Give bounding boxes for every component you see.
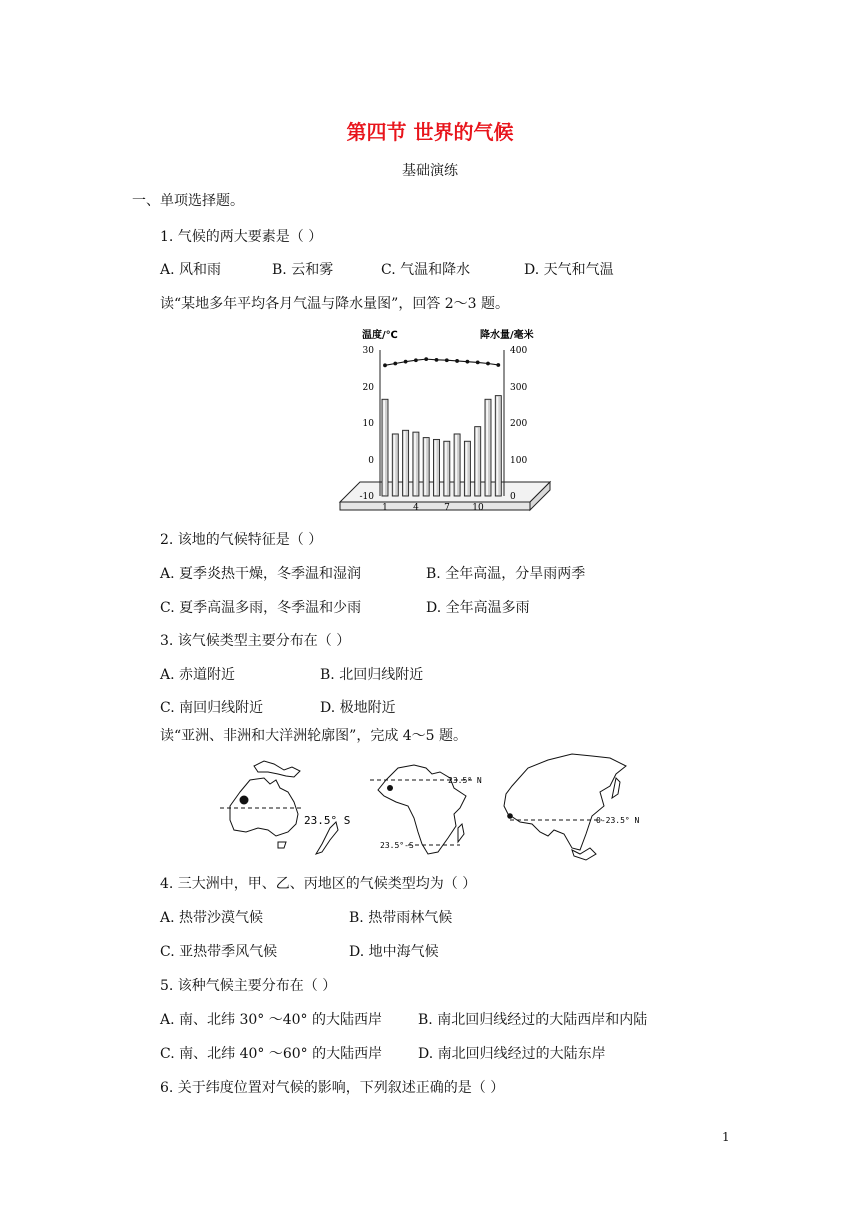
temperature-point <box>466 360 470 364</box>
left-tick: 0 <box>368 456 374 466</box>
precip-bar-highlight <box>404 431 406 495</box>
temperature-point <box>496 363 500 367</box>
temperature-point <box>424 357 428 361</box>
temperature-point <box>383 363 387 367</box>
left-tick: 20 <box>362 383 374 393</box>
x-tick: 4 <box>413 503 419 513</box>
q5-option-c: C. 南、北纬 40° ～60° 的大陆西岸 <box>160 1046 383 1062</box>
left-tick: -10 <box>359 492 374 502</box>
q1-stem: 1. 气候的两大要素是（ ） <box>160 229 323 245</box>
q5-option-d: D. 南北回归线经过的大陆东岸 <box>418 1046 606 1062</box>
q5-stem: 5. 该种气候主要分布在（ ） <box>160 978 337 994</box>
temperature-point <box>435 358 439 362</box>
precip-bar-highlight <box>414 433 416 495</box>
right-axis-title: 降水量/毫米 <box>480 330 534 341</box>
temperature-point <box>455 359 459 363</box>
precip-bar-highlight <box>424 439 426 495</box>
oceania-map <box>218 758 360 862</box>
q1-option-c: C. 气温和降水 <box>381 262 471 278</box>
climate-chart <box>330 324 560 519</box>
left-tick: 30 <box>362 346 374 356</box>
page-subtitle: 基础演练 <box>402 163 458 179</box>
intro-4-5: 读“亚洲、非洲和大洋洲轮廓图”，完成 4～5 题。 <box>160 728 468 744</box>
q3-option-d: D. 极地附近 <box>320 700 396 716</box>
section-heading: 一、单项选择题。 <box>132 193 244 209</box>
q3-stem: 3. 该气候类型主要分布在（ ） <box>160 633 351 649</box>
q3-option-a: A. 赤道附近 <box>160 667 236 683</box>
q3-option-c: C. 南回归线附近 <box>160 700 264 716</box>
precip-bar-highlight <box>486 400 488 495</box>
q4-option-d: D. 地中海气候 <box>349 944 439 960</box>
x-tick: 1 <box>382 503 388 513</box>
q2-option-a: A. 夏季炎热干燥，冬季温和湿润 <box>160 566 362 582</box>
precip-bar-highlight <box>383 400 385 495</box>
q2-option-d: D. 全年高温多雨 <box>426 600 530 616</box>
temperature-point <box>486 362 490 366</box>
precip-bar-highlight <box>435 440 437 495</box>
q4-option-b: B. 热带雨林气候 <box>349 910 453 926</box>
q1-option-d: D. 天气和气温 <box>524 262 614 278</box>
q5-option-b: B. 南北回归线经过的大陆西岸和内陆 <box>418 1012 648 1028</box>
oceania-latitude-label: 23.5° S <box>304 814 351 827</box>
q3-option-b: B. 北回归线附近 <box>320 667 424 683</box>
right-tick: 400 <box>510 346 528 356</box>
q4-stem: 4. 三大洲中，甲、乙、丙地区的气候类型均为（ ） <box>160 876 477 892</box>
q2-stem: 2. 该地的气候特征是（ ） <box>160 532 323 548</box>
location-dot <box>387 785 393 791</box>
asia-latitude-label: 0-23.5° N <box>596 816 640 825</box>
left-axis-title: 温度/℃ <box>362 330 398 341</box>
precip-bar-highlight <box>466 442 468 495</box>
q5-option-a: A. 南、北纬 30° ～40° 的大陆西岸 <box>160 1012 382 1028</box>
precip-bar-highlight <box>455 435 457 495</box>
q2-option-b: B. 全年高温，分旱雨两季 <box>426 566 586 582</box>
q1-option-b: B. 云和雾 <box>272 262 334 278</box>
precip-bar-highlight <box>497 397 499 495</box>
q2-option-c: C. 夏季高温多雨，冬季温和少雨 <box>160 600 362 616</box>
q4-option-a: A. 热带沙漠气候 <box>160 910 264 926</box>
location-dot <box>507 813 513 819</box>
q4-option-c: C. 亚热带季风气候 <box>160 944 278 960</box>
precip-bar-highlight <box>394 435 396 495</box>
page-number: 1 <box>722 1130 730 1144</box>
right-tick: 100 <box>510 456 528 466</box>
africa-south-label: 23.5°-S <box>380 841 414 850</box>
precip-bar <box>423 438 429 496</box>
temperature-point <box>393 362 397 366</box>
q6-stem: 6. 关于纬度位置对气候的影响，下列叙述正确的是（ ） <box>160 1080 505 1096</box>
temperature-point <box>476 361 480 365</box>
location-dot <box>240 796 249 805</box>
right-tick: 200 <box>510 419 528 429</box>
intro-2-3: 读“某地多年平均各月气温与降水量图”，回答 2～3 题。 <box>160 296 510 312</box>
precip-bar <box>475 427 481 496</box>
temperature-point <box>445 358 449 362</box>
x-tick: 7 <box>444 503 450 513</box>
page-title: 第四节 世界的气候 <box>346 120 514 144</box>
temperature-point <box>414 358 418 362</box>
precip-bar-highlight <box>445 442 447 495</box>
q1-option-a: A. 风和雨 <box>160 262 222 278</box>
x-tick: 10 <box>472 503 484 513</box>
left-tick: 10 <box>362 419 374 429</box>
temperature-line <box>385 359 498 365</box>
right-tick: 300 <box>510 383 528 393</box>
africa-map <box>362 758 486 862</box>
asia-map <box>492 750 642 864</box>
temperature-point <box>404 360 408 364</box>
precip-bar-highlight <box>476 428 478 495</box>
right-tick: 0 <box>510 492 516 502</box>
africa-north-label: 23.5° N <box>448 776 482 785</box>
